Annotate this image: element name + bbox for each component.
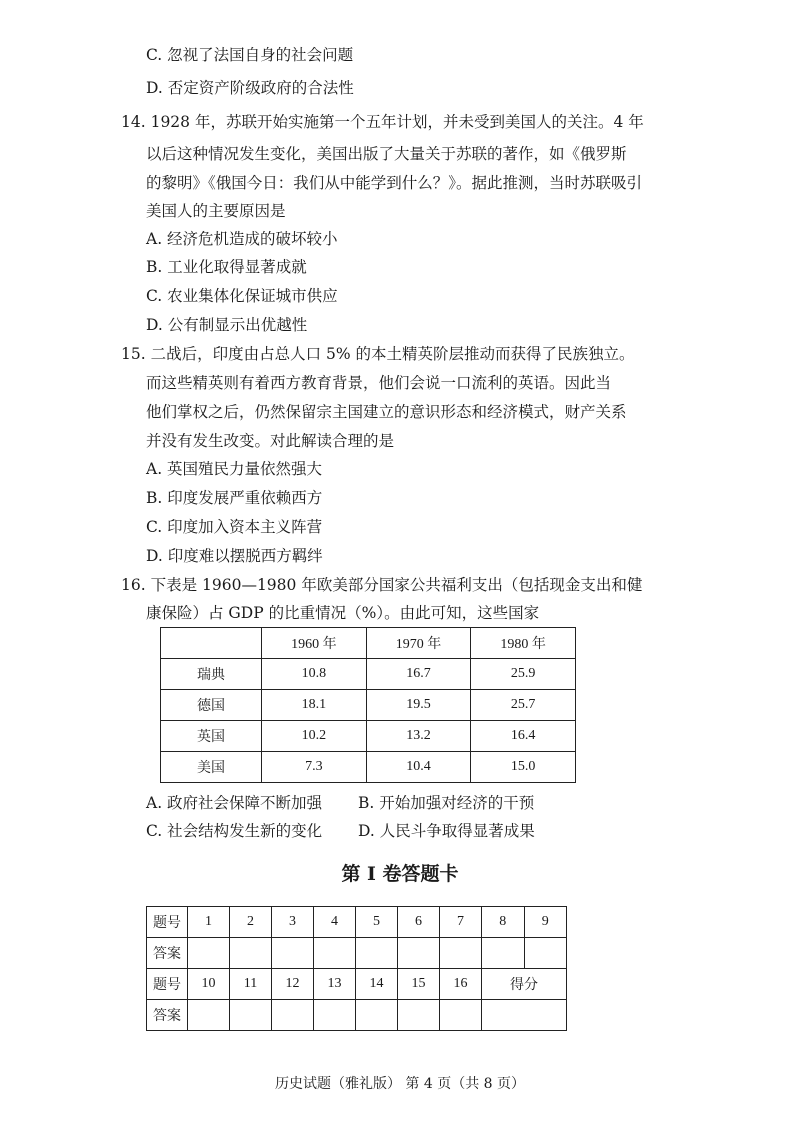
table-header-cell: 1980 年 xyxy=(471,628,576,659)
table-row xyxy=(161,721,576,752)
answer-cell[interactable] xyxy=(398,938,440,969)
question-number: 10 xyxy=(188,969,230,1000)
q14-option-d: D. 公有制显示出优越性 xyxy=(146,316,308,334)
answer-cell[interactable] xyxy=(356,1000,398,1031)
q14-stem-line-1: 14. 1928 年，苏联开始实施第一个五年计划，并未受到美国人的关注。4 年 xyxy=(121,113,644,131)
q14-stem-line-4: 美国人的主要原因是 xyxy=(146,202,286,220)
question-number: 9 xyxy=(524,907,567,938)
table-cell: 25.9 xyxy=(471,659,576,690)
answer-card-answer-row xyxy=(147,1000,567,1031)
table-cell: 16.7 xyxy=(366,659,471,690)
question-number: 3 xyxy=(272,907,314,938)
question-number: 14 xyxy=(356,969,398,1000)
table-header-cell: 1970 年 xyxy=(366,628,471,659)
q14-option-a: A. 经济危机造成的破坏较小 xyxy=(146,230,338,248)
table-row xyxy=(161,752,576,783)
question-number: 16 xyxy=(440,969,482,1000)
answer-cell[interactable] xyxy=(230,938,272,969)
q16-option-c: C. 社会结构发生新的变化 xyxy=(146,822,323,840)
q15-stem-line-4: 并没有发生改变。对此解读合理的是 xyxy=(146,432,395,450)
q16-option-a: A. 政府社会保障不断加强 xyxy=(146,794,323,812)
q15-stem-line-1: 15. 二战后，印度由占总人口 5% 的本土精英阶层推动而获得了民族独立。 xyxy=(121,345,635,363)
q14-option-c: C. 农业集体化保证城市供应 xyxy=(146,287,338,305)
table-cell: 德国 xyxy=(161,690,262,721)
q15-stem-line-3: 他们掌权之后，仍然保留宗主国建立的意识形态和经济模式，财产关系 xyxy=(146,403,627,421)
q13-option-c: C. 忽视了法国自身的社会问题 xyxy=(146,46,354,64)
question-number-label: 题号 xyxy=(147,969,188,1000)
answer-cell[interactable] xyxy=(314,938,356,969)
question-number: 4 xyxy=(314,907,356,938)
q15-option-c: C. 印度加入资本主义阵营 xyxy=(146,518,323,536)
table-cell: 19.5 xyxy=(366,690,471,721)
q16-stem-line-1: 16. 下表是 1960—1980 年欧美部分国家公共福利支出（包括现金支出和健 xyxy=(121,576,643,594)
q14-stem-line-2: 以后这种情况发生变化，美国出版了大量关于苏联的著作，如《俄罗斯 xyxy=(146,145,627,163)
q16-stem-line-2: 康保险）占 GDP 的比重情况（%）。由此可知，这些国家 xyxy=(146,604,540,622)
table-cell: 10.4 xyxy=(366,752,471,783)
q14-option-b: B. 工业化取得显著成就 xyxy=(146,258,307,276)
q16-option-b: B. 开始加强对经济的干预 xyxy=(358,794,535,812)
q15-option-b: B. 印度发展严重依赖西方 xyxy=(146,489,323,507)
welfare-spending-table xyxy=(160,627,576,783)
question-number: 7 xyxy=(440,907,482,938)
table-cell: 13.2 xyxy=(366,721,471,752)
question-number: 1 xyxy=(188,907,230,938)
answer-cell[interactable] xyxy=(188,938,230,969)
table-header-cell: 1960 年 xyxy=(262,628,367,659)
q13-option-d: D. 否定资产阶级政府的合法性 xyxy=(146,79,354,97)
answer-cell[interactable] xyxy=(440,938,482,969)
page-footer: 历史试题（雅礼版） 第 4 页（共 8 页） xyxy=(274,1076,526,1092)
table-row xyxy=(161,690,576,721)
table-cell: 瑞典 xyxy=(161,659,262,690)
question-number: 2 xyxy=(230,907,272,938)
answer-card-title: 第 Ⅰ 卷答题卡 xyxy=(341,863,459,885)
answer-cell[interactable] xyxy=(314,1000,356,1031)
answer-cell[interactable] xyxy=(482,938,525,969)
question-number: 13 xyxy=(314,969,356,1000)
answer-label: 答案 xyxy=(147,1000,188,1031)
table-cell: 10.8 xyxy=(262,659,367,690)
q16-option-d: D. 人民斗争取得显著成果 xyxy=(358,822,535,840)
answer-cell[interactable] xyxy=(272,938,314,969)
table-cell: 7.3 xyxy=(262,752,367,783)
q15-option-a: A. 英国殖民力量依然强大 xyxy=(146,460,323,478)
answer-cell[interactable] xyxy=(230,1000,272,1031)
answer-card-answer-row xyxy=(147,938,567,969)
answer-card-table xyxy=(146,906,567,1031)
q14-stem-line-3: 的黎明》《俄国今日：我们从中能学到什么？》。据此推测，当时苏联吸引 xyxy=(146,174,643,192)
table-cell: 美国 xyxy=(161,752,262,783)
question-number: 15 xyxy=(398,969,440,1000)
answer-cell[interactable] xyxy=(272,1000,314,1031)
question-number: 5 xyxy=(356,907,398,938)
table-row xyxy=(161,659,576,690)
table-cell: 15.0 xyxy=(471,752,576,783)
table-cell: 16.4 xyxy=(471,721,576,752)
answer-cell[interactable] xyxy=(188,1000,230,1031)
question-number: 12 xyxy=(272,969,314,1000)
answer-cell[interactable] xyxy=(356,938,398,969)
answer-card-number-row xyxy=(147,969,567,1000)
answer-cell[interactable] xyxy=(524,938,567,969)
q15-stem-line-2: 而这些精英则有着西方教育背景，他们会说一口流利的英语。因此当 xyxy=(146,374,612,392)
question-number: 11 xyxy=(230,969,272,1000)
question-number: 8 xyxy=(482,907,525,938)
answer-cell[interactable] xyxy=(398,1000,440,1031)
answer-label: 答案 xyxy=(147,938,188,969)
table-cell: 英国 xyxy=(161,721,262,752)
q15-option-d: D. 印度难以摆脱西方羁绊 xyxy=(146,547,323,565)
question-number-label: 题号 xyxy=(147,907,188,938)
table-header-row xyxy=(161,628,576,659)
score-cell[interactable] xyxy=(482,1000,567,1031)
score-label: 得分 xyxy=(482,969,567,1000)
question-number: 6 xyxy=(398,907,440,938)
table-cell: 25.7 xyxy=(471,690,576,721)
answer-card-number-row xyxy=(147,907,567,938)
table-cell: 18.1 xyxy=(262,690,367,721)
table-cell: 10.2 xyxy=(262,721,367,752)
answer-cell[interactable] xyxy=(440,1000,482,1031)
table-header-cell xyxy=(161,628,262,659)
